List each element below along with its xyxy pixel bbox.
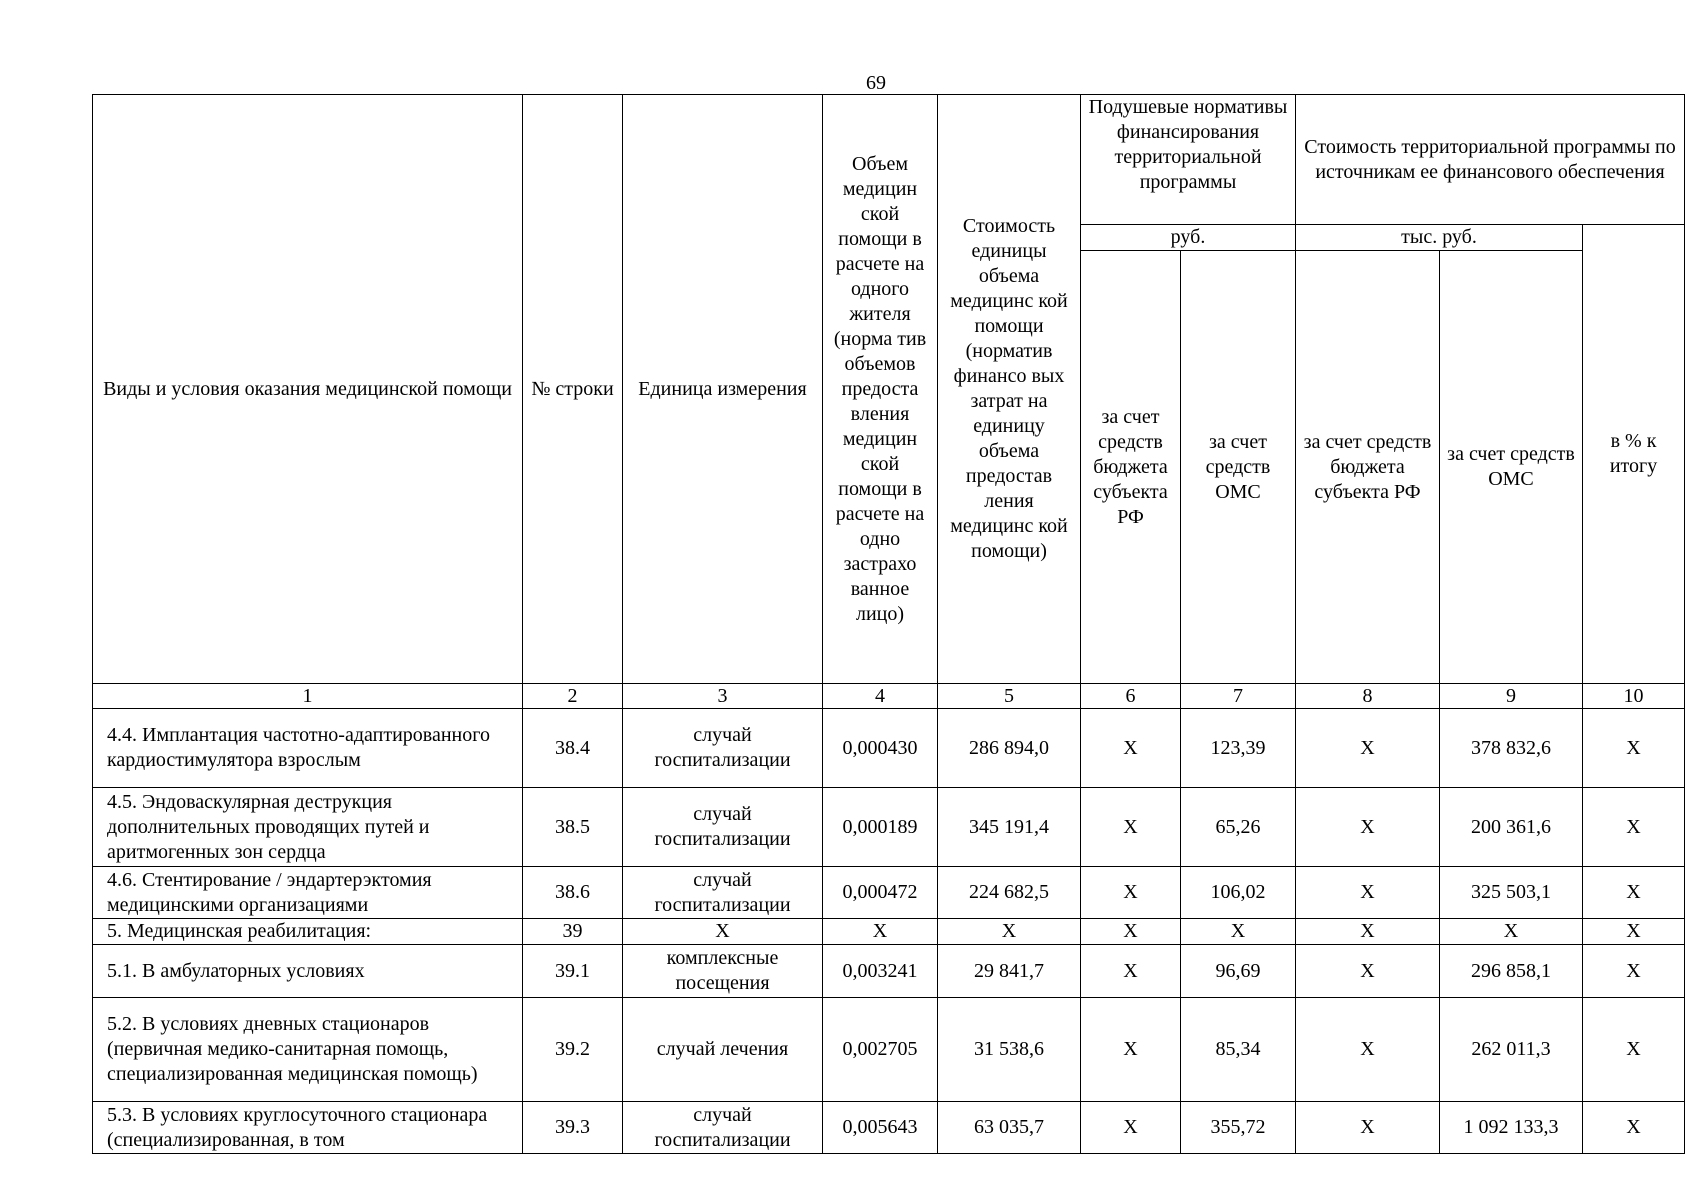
row-percent: Х — [1583, 788, 1685, 867]
row-oms-per-capita: 96,69 — [1181, 945, 1296, 998]
column-number: 5 — [938, 684, 1081, 709]
column-number: 9 — [1440, 684, 1583, 709]
column-number: 4 — [823, 684, 938, 709]
header-row-1 — [93, 95, 1685, 225]
row-oms-cost: 262 011,3 — [1440, 998, 1583, 1102]
row-oms-cost: 296 858,1 — [1440, 945, 1583, 998]
row-volume: Х — [823, 919, 938, 945]
row-volume: 0,005643 — [823, 1102, 938, 1154]
row-unit-cost: 345 191,4 — [938, 788, 1081, 867]
row-volume: 0,000189 — [823, 788, 938, 867]
row-line-number: 39.2 — [523, 998, 623, 1102]
row-oms-cost: 1 092 133,3 — [1440, 1102, 1583, 1154]
row-unit: случай госпитализации — [623, 709, 823, 788]
header-oms-cost: за счет средств ОМС — [1440, 251, 1583, 684]
table-row — [93, 1102, 1685, 1154]
row-budget-per-capita: Х — [1081, 788, 1181, 867]
row-line-number: 39.1 — [523, 945, 623, 998]
column-number: 1 — [93, 684, 523, 709]
row-name: 5.1. В амбулаторных условиях — [93, 945, 523, 998]
row-unit: случай лечения — [623, 998, 823, 1102]
row-line-number: 38.5 — [523, 788, 623, 867]
table-row — [93, 998, 1685, 1102]
row-oms-per-capita: 65,26 — [1181, 788, 1296, 867]
column-number: 3 — [623, 684, 823, 709]
header-unit-rub: руб. — [1081, 225, 1296, 251]
row-volume: 0,000430 — [823, 709, 938, 788]
header-budget-per-capita: за счет средств бюджета субъекта РФ — [1081, 251, 1181, 684]
table-row — [93, 945, 1685, 998]
table-row — [93, 709, 1685, 788]
column-number: 10 — [1583, 684, 1685, 709]
row-unit: случай госпитализации — [623, 867, 823, 919]
row-percent: Х — [1583, 867, 1685, 919]
row-budget-per-capita: Х — [1081, 867, 1181, 919]
row-volume: 0,003241 — [823, 945, 938, 998]
header-service-type: Виды и условия оказания медицинской помощи — [93, 95, 523, 684]
row-unit-cost: 63 035,7 — [938, 1102, 1081, 1154]
row-name: 5.2. В условиях дневных стационаров (первичная медико-санитарная помощь, специализированная медицинская помощь) — [93, 998, 523, 1102]
row-budget-cost: Х — [1296, 998, 1440, 1102]
row-unit: комплексные посещения — [623, 945, 823, 998]
header-line-number: № строки — [523, 95, 623, 684]
column-number-row — [93, 684, 1685, 709]
row-percent: Х — [1583, 709, 1685, 788]
row-budget-per-capita: Х — [1081, 1102, 1181, 1154]
header-volume-per-capita: Объем медицин ской помощи в расчете на одного жителя (норма тив объемов предоста вления медицин ской помощи в расчете на одно застрахо ванное лицо) — [823, 95, 938, 684]
row-unit: случай госпитализации — [623, 1102, 823, 1154]
header-budget-cost: за счет средств бюджета субъекта РФ — [1296, 251, 1440, 684]
row-unit-cost: 31 538,6 — [938, 998, 1081, 1102]
row-budget-cost: Х — [1296, 709, 1440, 788]
row-percent: Х — [1583, 945, 1685, 998]
header-unit-thousand-rub: тыс. руб. — [1296, 225, 1583, 251]
row-oms-per-capita: Х — [1181, 919, 1296, 945]
row-volume: 0,002705 — [823, 998, 938, 1102]
row-budget-per-capita: Х — [1081, 919, 1181, 945]
row-budget-per-capita: Х — [1081, 945, 1181, 998]
row-oms-per-capita: 123,39 — [1181, 709, 1296, 788]
header-oms-per-capita: за счет средств ОМС — [1181, 251, 1296, 684]
row-percent: Х — [1583, 998, 1685, 1102]
column-number: 7 — [1181, 684, 1296, 709]
row-budget-cost: Х — [1296, 919, 1440, 945]
row-name: 4.5. Эндоваскулярная деструкция дополнительных проводящих путей и аритмогенных зон сердца — [93, 788, 523, 867]
column-number: 2 — [523, 684, 623, 709]
row-budget-cost: Х — [1296, 867, 1440, 919]
row-name: 5.3. В условиях круглосуточного стационара (специализированная, в том — [93, 1102, 523, 1154]
row-name: 4.6. Стентирование / эндартерэктомия медицинскими организациями — [93, 867, 523, 919]
row-line-number: 39 — [523, 919, 623, 945]
column-number: 8 — [1296, 684, 1440, 709]
header-percent-of-total: в % к итогу — [1583, 225, 1685, 684]
row-unit-cost: Х — [938, 919, 1081, 945]
row-oms-per-capita: 106,02 — [1181, 867, 1296, 919]
table-row — [93, 919, 1685, 945]
row-unit: Х — [623, 919, 823, 945]
header-unit: Единица измерения — [623, 95, 823, 684]
row-budget-per-capita: Х — [1081, 709, 1181, 788]
row-unit-cost: 286 894,0 — [938, 709, 1081, 788]
financing-table — [92, 94, 1685, 1154]
row-unit: случай госпитализации — [623, 788, 823, 867]
row-oms-per-capita: 85,34 — [1181, 998, 1296, 1102]
row-budget-cost: Х — [1296, 788, 1440, 867]
row-percent: Х — [1583, 919, 1685, 945]
row-line-number: 39.3 — [523, 1102, 623, 1154]
row-oms-cost: 378 832,6 — [1440, 709, 1583, 788]
row-name: 5. Медицинская реабилитация: — [93, 919, 523, 945]
row-oms-cost: 200 361,6 — [1440, 788, 1583, 867]
row-unit-cost: 224 682,5 — [938, 867, 1081, 919]
header-program-cost: Стоимость территориальной программы по источникам ее финансового обеспечения — [1296, 95, 1685, 225]
table-row — [93, 788, 1685, 867]
row-oms-cost: Х — [1440, 919, 1583, 945]
row-volume: 0,000472 — [823, 867, 938, 919]
row-budget-per-capita: Х — [1081, 998, 1181, 1102]
header-per-capita-norms: Подушевые нормативы финансирования территориальной программы — [1081, 95, 1296, 225]
row-budget-cost: Х — [1296, 1102, 1440, 1154]
row-oms-cost: 325 503,1 — [1440, 867, 1583, 919]
row-oms-per-capita: 355,72 — [1181, 1102, 1296, 1154]
row-line-number: 38.4 — [523, 709, 623, 788]
row-budget-cost: Х — [1296, 945, 1440, 998]
row-unit-cost: 29 841,7 — [938, 945, 1081, 998]
page-number: 69 — [866, 72, 886, 94]
table-row — [93, 867, 1685, 919]
row-percent: Х — [1583, 1102, 1685, 1154]
row-line-number: 38.6 — [523, 867, 623, 919]
header-unit-cost: Стоимость единицы объема медицинс кой помощи (норматив финансо вых затрат на единицу объема предостав ления медицинс кой помощи) — [938, 95, 1081, 684]
column-number: 6 — [1081, 684, 1181, 709]
row-name: 4.4. Имплантация частотно-адаптированного кардиостимулятора взрослым — [93, 709, 523, 788]
